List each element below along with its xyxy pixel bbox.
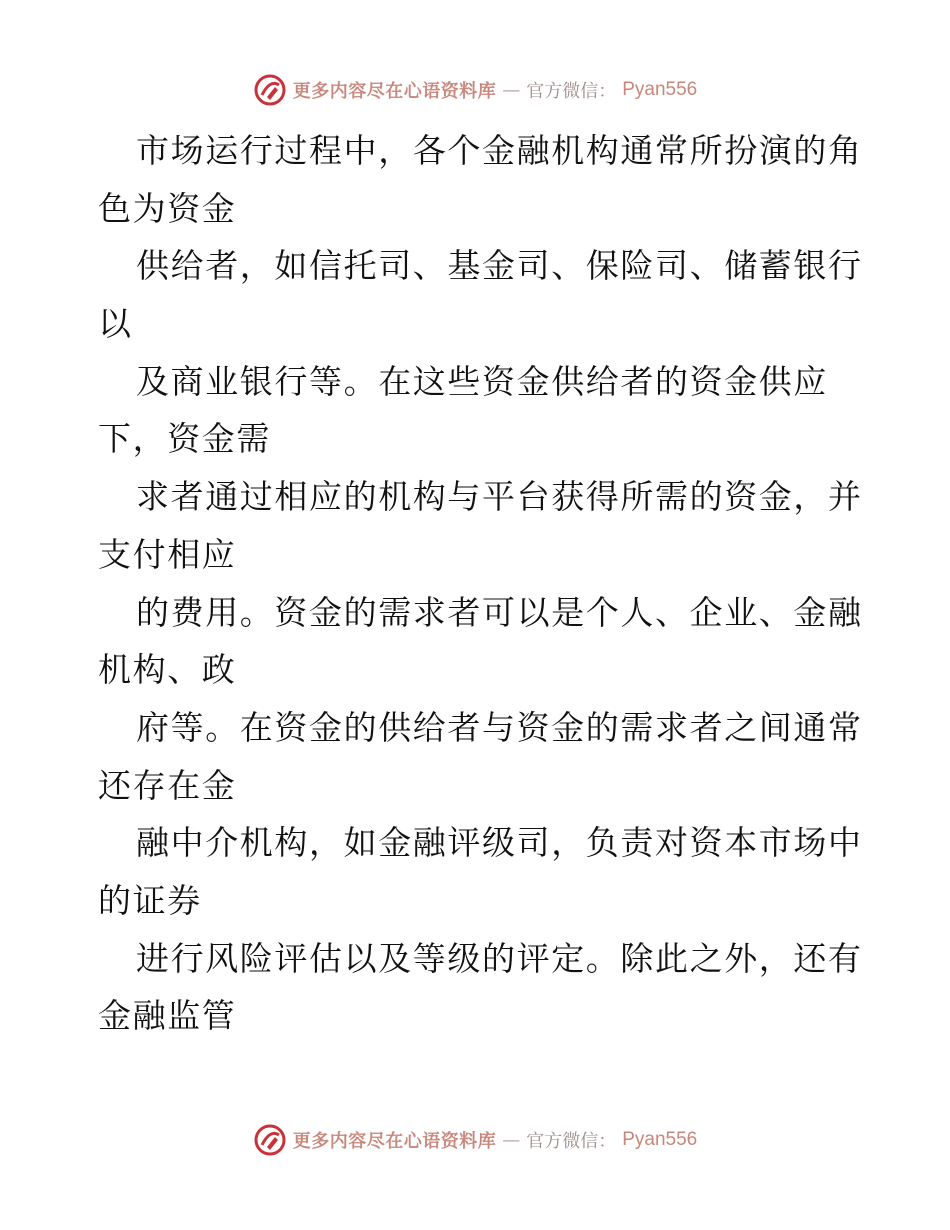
header-separator: — xyxy=(502,79,521,101)
header-wechat-id: Pyan556 xyxy=(622,79,698,100)
text-line: 支付相应 xyxy=(98,534,237,574)
text-line: 以 xyxy=(98,304,133,344)
footer-brand-text: 更多内容尽在心语资料库 xyxy=(292,1131,497,1152)
brand-logo-icon xyxy=(253,1123,287,1157)
text-line: 金融监管 xyxy=(98,996,237,1036)
text-line: 融中介机构，如金融评级司，负责对资本市场中 xyxy=(136,823,863,863)
text-line: 市场运行过程中，各个金融机构通常所扮演的角 xyxy=(136,131,863,170)
footer-wechat-label: 官方微信： xyxy=(526,1131,617,1152)
text-line: 还存在金 xyxy=(98,765,237,805)
document-body xyxy=(98,122,863,1045)
text-line: 色为资金 xyxy=(98,188,237,228)
footer-wechat-id: Pyan556 xyxy=(622,1129,698,1150)
text-line: 进行风险评估以及等级的评定。除此之外，还有 xyxy=(136,938,863,978)
text-line: 的费用。资金的需求者可以是个人、企业、金融 xyxy=(136,592,863,632)
brand-logo-icon xyxy=(253,73,287,107)
text-line: 的证券 xyxy=(98,880,202,920)
footer-banner xyxy=(0,1120,950,1160)
header-wechat-label: 官方微信： xyxy=(526,81,617,102)
text-line: 机构、政 xyxy=(98,650,237,690)
text-line: 府等。在资金的供给者与资金的需求者之间通常 xyxy=(136,707,863,747)
header-banner xyxy=(0,70,950,110)
footer-separator: — xyxy=(502,1129,521,1151)
text-line: 供给者，如信托司、基金司、保险司、储蓄银行 xyxy=(136,246,863,286)
text-line: 及商业银行等。在这些资金供给者的资金供应 xyxy=(136,361,828,401)
header-brand-text: 更多内容尽在心语资料库 xyxy=(292,81,497,102)
text-line: 下，资金需 xyxy=(98,419,271,459)
text-line: 求者通过相应的机构与平台获得所需的资金，并 xyxy=(136,477,863,517)
